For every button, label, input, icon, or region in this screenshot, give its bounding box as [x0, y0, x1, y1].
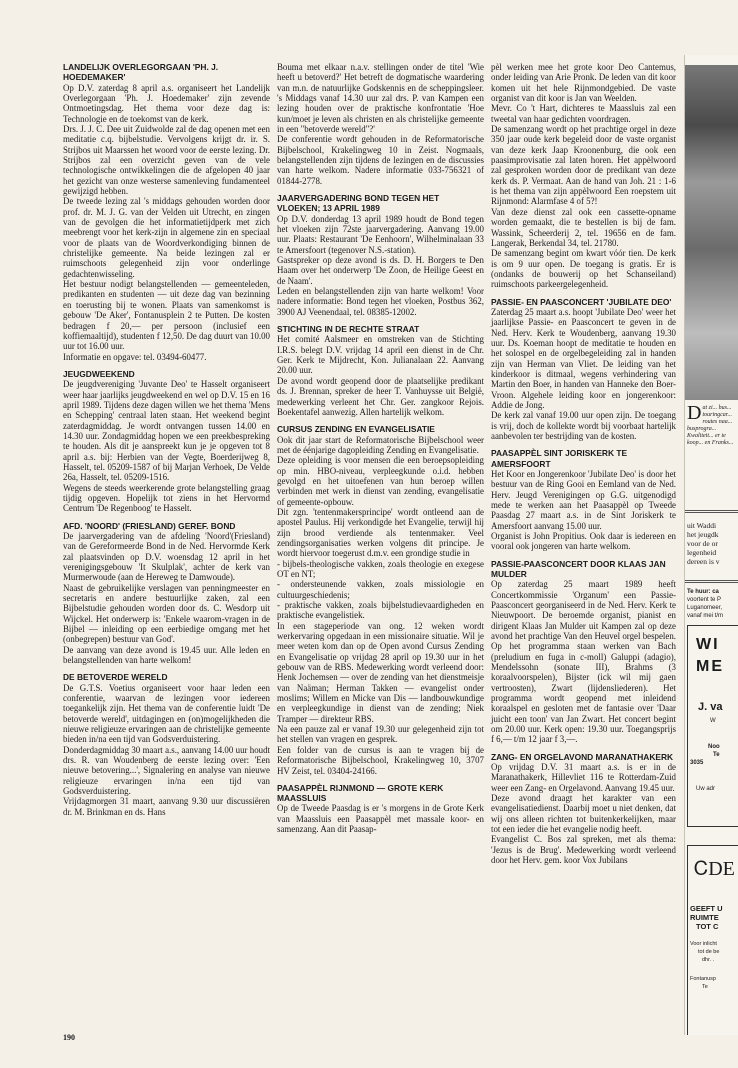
article-paragraph: Naast de gebruikelijke verslagen van penningmeester en secretaris en andere bestuurlijke zaken, zal een Bijbelstudie gehouden worden door ds. C. Wesdorp uit Wijckel. Het onderwerp is: 'Enkele waarom-vragen in de Bijbel — inleiding op een eerbiedige omgang met het (onbegrepen) bestuur van God'.: [63, 582, 270, 645]
article-paragraph: Het Koor en Jongerenkoor 'Jubilate Deo' is door het bestuur van de Ring Gooi en Eemland van de Ned. Herv. Jeugd Verenigingen op G.G. uitgenodigd mede te werken aan het Paasappèl op Tweede Paasdag 27 maart a.s. in de Sint Joriskerk te Amersfoort aanvang 15.00 uur.: [491, 468, 676, 531]
article-paragraph: De jaarvergadering van de afdeling 'Noord'(Friesland) van de Gereformeerde Bond in de Ned. Hervormde Kerk zal plaatsvinden op D.V. woensdag 12 april in het verenigingsgebouw 'It Skulplak', achter de kerk van Murmerwoude (aan de Hereweg te Damwoude).: [63, 530, 270, 583]
article-paragraph: Leden en belangstellenden zijn van harte welkom! Voor nadere informatie: Bond tegen het vloeken, Postbus 362, 3900 AJ Veenendaal, tel. 08385-12002.: [277, 286, 484, 317]
ad-detail: Noo: [708, 744, 720, 750]
ad-name: J. va: [698, 701, 723, 713]
article: [491, 62, 676, 290]
ad-line: TOT C: [696, 922, 719, 931]
article-heading: PAASAPPÈL RIJNMOND — GROTE KERK MAASSLUIS: [277, 782, 444, 804]
ad-line: dhr. .: [702, 957, 715, 963]
article-paragraph: Op vrijdag D.V. 31 maart a.s. is er in de Maranathakerk, Hillevliet 116 te Rotterdam-Zuid weer een Zang- en Orgelavond. Aanvang 19.45 uur.: [491, 762, 676, 793]
ad-detail: Uw adr: [696, 786, 716, 792]
article-paragraph: Het bestuur nodigt belangstellenden — gemeenteleden, predikanten en studenten — uit deze dag van bezinning en toerusting bij te wonen. Plaats van samenkomst is gebouw 'De Aker', Fontanusplein 2 te Putten. De kosten bedragen f 20,— per persoon (inclusief een koffiemaaltijd), studenten f 12,50. De dag duurt van 10.00 uur tot 16.00 uur.: [63, 279, 270, 352]
article-paragraph: Op D.V. zaterdag 8 april a.s. organiseert het Landelijk Overlegorgaan 'Ph. J. Hoedemaker' zijn zevende Ontmoetingsdag. Het thema voor deze dag is: Technologie en de toekomst van de kerk.: [63, 82, 270, 124]
ad-logo-text: ᏟDE: [694, 858, 735, 880]
article-paragraph: Informatie en opgave: tel. 03494-60477.: [63, 351, 207, 362]
article-heading: CURSUS ZENDING EN EVANGELISATIE: [277, 424, 435, 435]
article-paragraph: Wegens de steeds weerkerende grote belangstelling graag tijdig opgeven. Hopelijk tot ziens in het Hervormd Centrum 'De Regenboog' te Hasselt.: [63, 482, 270, 514]
divider: [685, 510, 738, 513]
article: [63, 521, 270, 666]
article-paragraph: pèl werken mee het grote koor Deo Cantemus, onder leiding van Arie Pronk. De leden van dit koor komen uit het hele Rijnmondgebied. De vaste organist van dit koor is Jan van Weelden.: [491, 62, 676, 104]
ad-fragment-1: uit Waddi: [687, 521, 717, 530]
ad-line: GEEFT U: [690, 904, 723, 913]
article-paragraph: Gastspreker op deze avond is ds. D. H. Borgers te Den Haam over het onderwerp 'De Zoon, de Heilige Geest en de Naam'.: [277, 255, 484, 286]
ad-line: Voor inlicht: [690, 941, 717, 947]
article-heading: AFD. 'NOORD' (FRIESLAND) GEREF. BOND: [63, 520, 236, 531]
article: [63, 62, 270, 362]
article-paragraph: Dit zgn. 'tentenmakersprincipe' wordt ontleend aan de apostel Paulus. Hij verkondigde het Evangelie, terwijl hij zijn brood verdiende als tentenmaker. Veel zendingsorganisaties werken volgens dit principe. Je wordt hiervoor toegerust d.m.v. een grondige studie in: [277, 506, 484, 559]
article-paragraph: De samenzang wordt op het prachtige orgel in deze 350 jaar oude kerk begeleid door de vaste organist van deze kerk Jaap Kroonenburg, die ook een paasimprovisatie zal laten horen. Het appèlwoord zal gesproken worden door de predikant van deze kerk ds. P. Vermaat. Aan de hand van Joh. 21 : 1-6 is het thema van zijn appèlwoord Een roepstem uit Rijnmond: Alarmfase 4 of 5?!: [491, 124, 676, 207]
column-1: [63, 62, 270, 824]
article-paragraph: Bouma met elkaar n.a.v. stellingen onder de titel 'Wie heeft u betoverd?' Het betreft de dogmatische waardering van m.n. de natuurlijke Godskennis en de scheppingsleer. 's Middags vanaf 14.30 uur zal drs. P. van Kampen een lezing houden over de praktische konfrontatie 'Hoe kun/moet je leven als christen en als christelijke gemeente in een "betoverde wereld"?': [277, 62, 484, 135]
article-paragraph: Op zaterdag 25 maart 1989 heeft Concertkommissie 'Organum' een Passie-Paasconcert georganiseerd in de Ned. Herv. Kerk te Nieuwpoort. De beroemde organist, pianist en dirigent Klaas Jan Mulder uit Kampen zal op deze avond het prachtige Van den Heuvel orgel bespelen. Op het programma staan werken van Bach (preludium en fuga in c-moll) Galuppi (adagio), Mendelssohn (sonate III), Brahms (3 koraalvoorspelen), Bijster (ick wil mij gaen vertroosten), Zwart (lijdensliederen). Het programma wordt geopend met inleidend koraalspel en gesloten met de fantasie over 'Daar juicht een toon' van Jan Zwart. Het concert begint om 20.00 uur. Kerk open: 19.30 uur. Toegangsprijs f 6,— t/m 12 jaar f 3,—.: [491, 579, 676, 745]
article-heading: STICHTING IN DE RECHTE STRAAT: [277, 324, 420, 335]
article-paragraph: Vrijdagmorgen 31 maart, aanvang 9.30 uur discussiëren dr. M. Brinkman en ds. Hans: [63, 796, 270, 817]
article-paragraph: Evangelist C. Bos zal spreken, met als thema: 'Jezus is de Brug'. Medewerking wordt verleend door het Herv. gem. koor Vox Jubilans: [491, 834, 676, 866]
article-paragraph: - bijbels-theologische vakken, zoals theologie en exegese OT en NT;: [277, 558, 484, 579]
article-paragraph: Organist is John Propitius. Ook daar is iedereen en vooral ook jongeren van harte welkom.: [491, 530, 676, 552]
article-heading: JEUGDWEEKEND: [63, 368, 135, 379]
article-paragraph: Op de Tweede Paasdag is er 's morgens in de Grote Kerk van Maassluis een Paasappèl met massale koor- en samenzang. Aan dit Paasap-: [277, 803, 484, 835]
article: [491, 752, 676, 866]
ad-fragment-4: legenheid: [687, 548, 717, 557]
article-paragraph: De kerk zal vanaf 19.00 uur open zijn. De toegang is vrij, doch de kollekte wordt bij voorbaat hartelijk aanbevolen ter bestrijding van de kosten.: [491, 410, 676, 441]
article-paragraph: Van deze dienst zal ook een cassette-opname worden gemaakt, die te bestellen is bij de fam. Wassink, Scheerderij 2, tel. 19656 en de fam. Langerak, Berkendal 34, tel. 21780.: [491, 206, 676, 248]
ad-box-1: [687, 625, 738, 827]
ad-line: RUIMTE: [690, 913, 719, 922]
article: [277, 62, 484, 186]
column-2: [277, 62, 484, 841]
divider: [685, 580, 738, 583]
ad-small-3: Luganomeer,: [687, 605, 723, 611]
article-paragraph: De jeugdvereniging 'Juvante Deo' te Hasselt organiseert weer haar jaarlijks jeugdweekend en wel op D.V. 15 en 16 april 1989. Tijdens deze dagen willen we het thema 'Mens en Schepping' centraal laten staan. Het weekend begint zaterdagmiddag. Je wordt ontvangen tussen 14.00 en 14.30 uur. Zondagmiddag hopen we een preekbespreking te houden. Als dit je aanspreekt kun je je opgeven tot 8 april a.s. bij: Herbien van der Vegte, Boerderijweg 8, Hasselt, tel. 05209-1587 of bij Marjan Verhoek, De Velde 26a, Hasselt, tel. 05209-1516.: [63, 379, 270, 483]
ad-fragment-3: voor de or: [687, 539, 718, 548]
article-heading: LANDELIJK OVERLEGORGAAN 'PH. J. HOEDEMAKER': [63, 62, 219, 83]
ad-fragment-2: het jeugdk: [687, 530, 719, 539]
article-heading: PASSIE- EN PAASCONCERT 'JUBILATE DEO': [491, 296, 672, 307]
article-paragraph: - praktische vakken, zoals bijbelstudievaardigheden en praktische evangelistiek.: [277, 600, 484, 621]
article-heading: PAASAPPÈL SINT JORISKERK TE AMERSFOORT: [491, 448, 628, 469]
article-paragraph: Het comité Aalsmeer en omstreken van de Stichting I.R.S. belegt D.V. vrijdag 14 april een dienst in de Chr. Ger. Kerk te Mijdrecht, Kon. Julianalaan 22. Aanvang 20.00 uur.: [277, 334, 484, 376]
ad-line: tot de be: [698, 949, 720, 955]
article-paragraph: Deze opleiding is voor mensen die een beroepsopleiding op min. HBO-niveau, verpleegkunde o.i.d. hebben gevolgd en het uitoefenen van hun beroep willen verbinden met werk in dienst van zending, evangelisatie of gemeente-opbouw.: [277, 455, 484, 507]
ad-detail: 3035: [690, 760, 704, 766]
photo-caption: [687, 402, 738, 447]
article-paragraph: De aanvang van deze avond is 19.45 uur. Alle leden en belangstellenden van harte welkom!: [63, 644, 270, 666]
article-heading: PASSIE-PAASCONCERT DOOR KLAAS JAN MULDER: [491, 558, 666, 579]
article-paragraph: Mevr. Co 't Hart, dichteres te Maassluis zal een tweetal van haar gedichten voordragen.: [491, 103, 676, 124]
ad-detail: Te: [713, 752, 720, 758]
ad-box-2: [687, 845, 738, 1035]
caption-text: at zi... bus... touringcar... routes naa... busprogra... Kwaliteit... er te koop... en Franks...: [687, 405, 734, 446]
article-paragraph: In een stageperiode van ong. 12 weken wordt werkervaring opgedaan in een missionaire situatie. Wil je meer weten kom dan op de Open avond Cursus Zending en Evangelisatie op vrijdag 28 april op 19.30 uur in het gebouw van de RBS. Medewerking wordt verleend door: Henk Jochemsen — over de zending van het dienstmeisje van Naäman; Herman Takken — evangelist onder moslims; Willem en Micke van Dis — landbouwkundige en verpleegkundige in dienst van de zending; Niek Tramper — direkteur RBS.: [277, 620, 484, 724]
article-paragraph: De G.T.S. Voetius organiseert voor haar leden een conferentie, waarvan de lezingen voor iedereen toegankelijk zijn. Het thema van de conferentie luidt 'De betoverde wereld', uitdagingen en (on)mogelijkheden die nieuwe religieuze ervaringen aan de christelijke gemeente bieden in/na een tijd van Godsverduistering.: [63, 682, 270, 745]
article-paragraph: De conferentie wordt gehouden in de Reformatorische Bijbelschool, Krakelingweg 10 in Zeist. Nogmaals, belangstellenden zijn tijdens de lezingen en de discussies van harte welkom. Nadere informatie 033-756321 of 01844-2778.: [277, 134, 484, 186]
article-paragraph: De tweede lezing zal 's middags gehouden worden door prof. dr. M. J. G. van der Velden uit Utrecht, en zingen van de gevolgen die het informatietijdperk met zich meebrengt voor het kerk-zijn in algemene zin en speciaal voor de plaats van de Woordverkondiging binnen de christelijke gemeente. Na beide lezingen zal er ruimschoots gelegenheid zijn voor onderlinge gedachtenwisseling.: [63, 196, 270, 279]
page-number: 190: [63, 1033, 75, 1042]
article-paragraph: - ondersteunende vakken, zoals missiologie en cultuurgeschiedenis;: [277, 579, 484, 600]
article-paragraph: De samenzang begint om kwart vóór tien. De kerk is om 9 uur open. De toegang is gratis. Er is (ondanks de bouwerij op het Schanseiland) ruimschoots parkeergelegenheid.: [491, 248, 676, 290]
article: [491, 448, 676, 551]
ad-heading-2: ME: [696, 658, 724, 675]
article: [277, 193, 484, 317]
drop-cap: D: [687, 402, 702, 424]
article: [491, 297, 676, 442]
article-heading: ZANG- EN ORGELAVOND MARANATHAKERK: [491, 751, 674, 762]
article: [63, 369, 270, 514]
article: [491, 559, 676, 745]
ad-small-2: voortent te P: [687, 597, 722, 603]
article-heading: JAARVERGADERING BOND TEGEN HET VLOEKEN; 13 APRIL 1989: [277, 193, 440, 214]
article-paragraph: Zaterdag 25 maart a.s. hoopt 'Jubilate Deo' weer het jaarlijkse Passie- en Paasconcert te geven in de Ned. Herv. Kerk te Woudenberg, aanvang 19.30 uur. Ds. Koeman hoopt de meditatie te houden en het solospel en de orgelbegeleiding zal in handen zijn van Herman van Vliet. De leiding van het kinderkoor is ditmaal, wegens verhindering van Martin den Boer, in handen van Hanneke den Boer-Vroon. Algehele leiding koor en jongerenkoor: Addie de Jong.: [491, 306, 676, 410]
travel-photo: [685, 65, 738, 400]
article-heading: DE BETOVERDE WERELD: [63, 672, 168, 683]
advertisement-column: [684, 55, 738, 1035]
article-paragraph: Een folder van de cursus is aan te vragen bij de Reformatorische Bijbelschool, Krakelingweg 10, 3707 HV Zeist, tel. 03404-24166.: [277, 744, 484, 776]
article-paragraph: De avond wordt geopend door de plaatselijke predikant ds. J. Brennan, spreker de heer T. Vanhuysse uit België, medewerking verleent het Chr. Ger. zangkoor Rejois. Boekentafel aanwezig. Allen hartelijk welkom.: [277, 375, 484, 417]
ad-heading: WI: [696, 636, 720, 653]
article: [63, 672, 270, 817]
article-paragraph: Drs. J. J. C. Dee uit Zuidwolde zal de dag openen met een meditatie c.q. bijbelstudie. Vervolgens krijgt dr. ir. S. Strijbos uit Maarssen het woord voor de eerste lezing. Dr. Strijbos zal een overzicht geven van de vele technologische ontwikkelingen die de afgelopen 40 jaar het gezicht van onze westerse samenleving fundamenteel gewijzigd hebben.: [63, 123, 270, 197]
ad-small-4: vanaf mei t/m: [687, 613, 724, 619]
column-3: [491, 62, 676, 873]
article: [277, 324, 484, 417]
article-paragraph: Ook dit jaar start de Reformatorische Bijbelschool weer met de éénjarige dagopleiding Zending en Evangelisatie.: [277, 434, 484, 455]
ad-small-1: Te huur: ca: [687, 589, 719, 595]
ad-line: Fontanusp: [690, 976, 716, 982]
article-paragraph: Donderdagmiddag 30 maart a.s., aanvang 14.00 uur houdt drs. R. van Woudenberg de eerste lezing over: 'Een nieuwe betovering...', Signalering en analyse van nieuwe religieuze ervaringen in/na een tijd van Godsverduistering.: [63, 744, 270, 797]
ad-line: Te: [702, 984, 708, 990]
article-paragraph: Op D.V. donderdag 13 april 1989 houdt de Bond tegen het vloeken zijn 72ste jaarvergadering. Aanvang 19.00 uur. Plaats: Restaurant 'De Eenhoorn', Wilhelminalaan 33 te Amersfoort (tegenover N.S.-station).: [277, 213, 484, 255]
ad-detail: W: [710, 718, 716, 724]
ad-fragment-5: dereen is v: [687, 557, 720, 566]
article: [277, 424, 484, 776]
article-paragraph: Deze avond draagt het karakter van een evangelisatiedienst. Daarbij moet u niet denken, dat wij ons alleen richten tot buitenkerkelijken, maar tot een ieder die het evangelie nodig heeft.: [491, 793, 676, 835]
article: [277, 783, 484, 835]
article-paragraph: Na een pauze zal er vanaf 19.30 uur gelegenheid zijn tot het stellen van vragen en gesprek.: [277, 724, 484, 745]
